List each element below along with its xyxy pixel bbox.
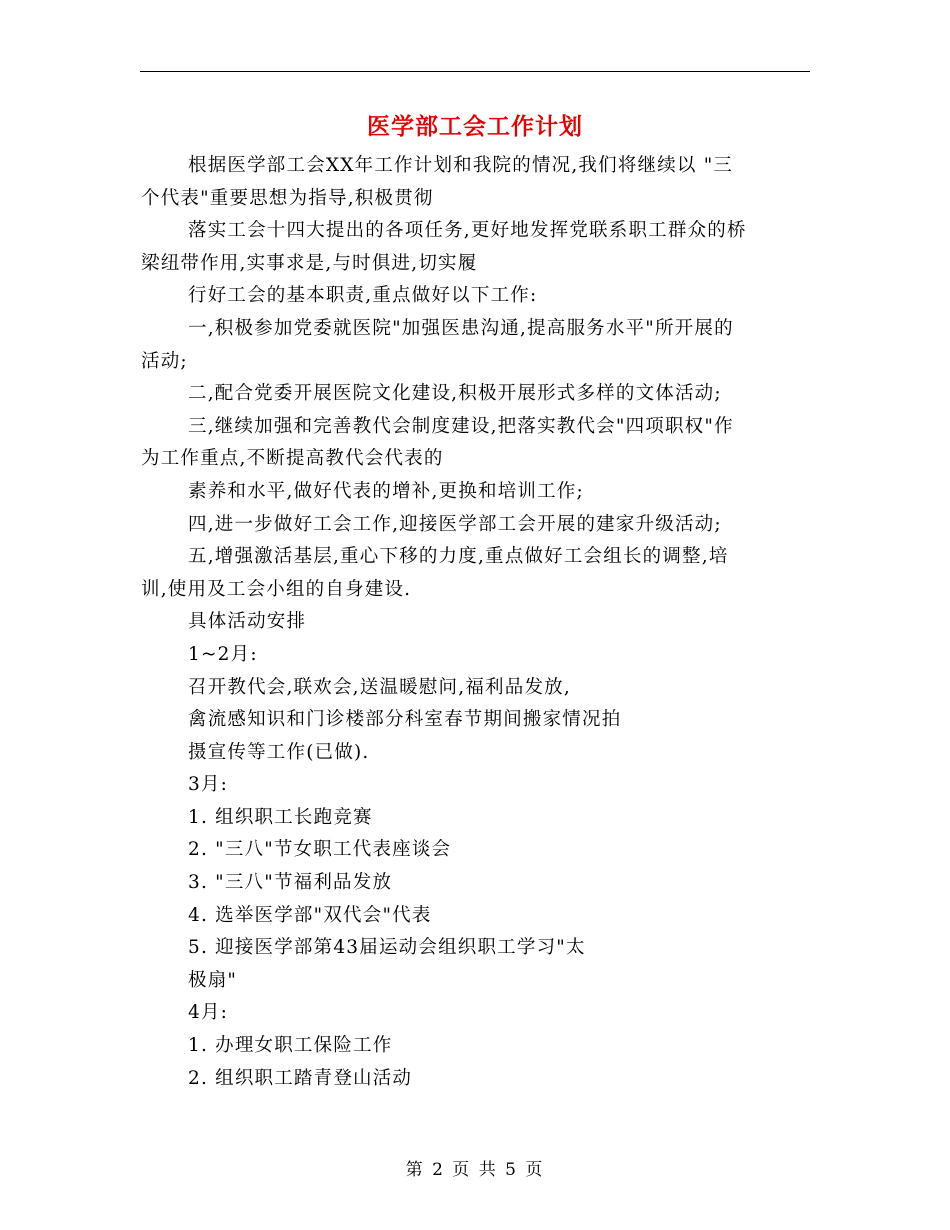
paragraph-line: 五,增强激活基层,重心下移的力度,重点做好工会组长的调整,培	[188, 546, 729, 568]
paragraph-line: 1. 组织职工长跑竞赛	[188, 806, 373, 828]
paragraph-line: 活动;	[141, 350, 188, 372]
paragraph-line: 四,进一步做好工会工作,迎接医学部工会开展的建家升级活动;	[188, 513, 722, 535]
paragraph-line: 落实工会十四大提出的各项任务,更好地发挥党联系职工群众的桥	[188, 220, 747, 242]
paragraph-line: 素养和水平,做好代表的增补,更换和培训工作;	[188, 480, 584, 502]
paragraph-line: 禽流感知识和门诊楼部分科室春节期间搬家情况拍	[188, 709, 622, 731]
paragraph-line: 3月:	[188, 774, 229, 796]
page-footer: 第 2 页 共 5 页	[405, 1160, 545, 1180]
paragraph-line: 为工作重点,不断提高教代会代表的	[141, 448, 444, 470]
header-rule	[140, 71, 810, 72]
paragraph-line: 根据医学部工会XX年工作计划和我院的情况,我们将继续以 "三	[188, 155, 734, 176]
paragraph-line: 个代表"重要思想为指导,积极贯彻	[141, 187, 434, 209]
paragraph-line: 摄宣传等工作(已做).	[188, 741, 370, 763]
paragraph-line: 极扇"	[188, 969, 238, 991]
paragraph-line: 3. "三八"节福利品发放	[188, 872, 393, 894]
paragraph-line: 梁纽带作用,实事求是,与时俱进,切实履	[141, 252, 478, 274]
document-title: 医学部工会工作计划	[367, 114, 583, 140]
paragraph-line: 一,积极参加党委就医院"加强医患沟通,提高服务水平"所开展的	[188, 317, 734, 339]
paragraph-line: 二,配合党委开展医院文化建设,积极开展形式多样的文体活动;	[188, 383, 722, 405]
paragraph-line: 2. 组织职工踏青登山活动	[188, 1067, 413, 1089]
document-body	[141, 150, 811, 1095]
paragraph-line: 行好工会的基本职责,重点做好以下工作:	[188, 285, 538, 307]
paragraph-line: 1~2月:	[188, 643, 258, 665]
paragraph-line: 5. 迎接医学部第43届运动会组织职工学习"太	[188, 937, 586, 959]
paragraph-line: 训,使用及工会小组的自身建设.	[141, 578, 412, 600]
paragraph-line: 4. 选举医学部"双代会"代表	[188, 904, 432, 926]
paragraph-line: 4月:	[188, 1002, 229, 1024]
paragraph-line: 2. "三八"节女职工代表座谈会	[188, 839, 452, 861]
paragraph-line: 1. 办理女职工保险工作	[188, 1035, 393, 1057]
paragraph-line: 三,继续加强和完善教代会制度建设,把落实教代会"四项职权"作	[188, 415, 734, 437]
paragraph-line: 召开教代会,联欢会,送温暖慰问,福利品发放,	[188, 676, 571, 698]
paragraph-line: 具体活动安排	[188, 611, 307, 633]
